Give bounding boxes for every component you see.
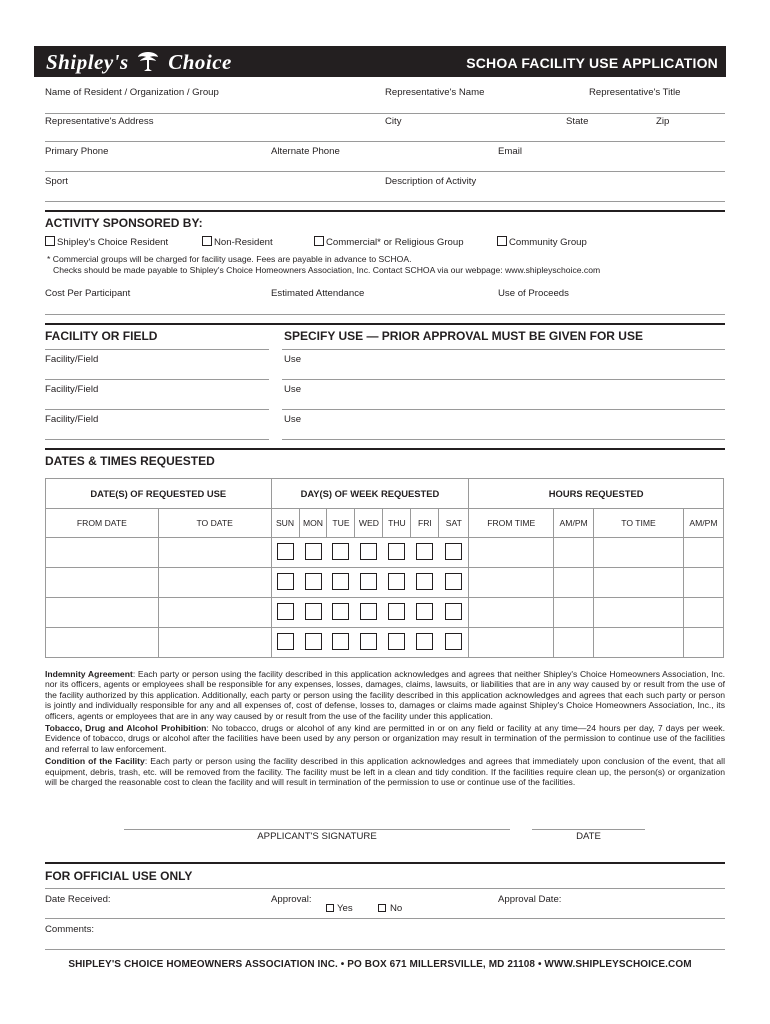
day-checkbox[interactable] xyxy=(416,543,433,560)
approval-date-label: Approval Date: xyxy=(498,894,562,905)
to-date-cell[interactable] xyxy=(158,538,271,568)
facility-field-label: Facility/Field xyxy=(45,354,99,365)
facility-heading: FACILITY OR FIELD xyxy=(45,329,158,343)
day-checkbox[interactable] xyxy=(332,603,349,620)
days-column-header: DAY(S) OF WEEK REQUESTED xyxy=(271,479,469,509)
address-line[interactable] xyxy=(45,141,725,142)
from-ampm-cell[interactable] xyxy=(554,628,594,658)
day-checkbox[interactable] xyxy=(332,573,349,590)
checks-note: Checks should be made payable to Shipley's Choice Homeowners Association, Inc. Contact SCHOA via our webpage: www.shipleyschoice.com xyxy=(53,265,601,275)
to-time-cell[interactable] xyxy=(594,628,684,658)
facility-divider xyxy=(45,323,725,325)
day-wed-header: WED xyxy=(355,509,383,538)
zip-label: Zip xyxy=(656,116,670,127)
activity-heading: ACTIVITY SPONSORED BY: xyxy=(45,216,203,230)
use-label: Use xyxy=(284,384,302,395)
primary-phone-label: Primary Phone xyxy=(45,146,109,157)
official-heading: FOR OFFICIAL USE ONLY xyxy=(45,869,193,883)
day-mon-header: MON xyxy=(299,509,327,538)
day-checkbox[interactable] xyxy=(416,633,433,650)
from-ampm-header: AM/PM xyxy=(554,509,594,538)
address-label: Representative's Address xyxy=(45,116,154,127)
from-time-header: FROM TIME xyxy=(469,509,554,538)
condition-paragraph: Condition of the Facility: Each party or person using the facility described in this application acknowledges and agrees that immediately upon conclusion of the event, that all equipment, debris, trash, etc. will be removed from the facility. The facility must be left in a clean and tidy condition. If the facilities require clean up, the person(s) or organization will be charged the reasonable cost to clean the facility and will result in termination of the permission to use or continue use of the facilities. xyxy=(45,756,725,788)
from-date-cell[interactable] xyxy=(46,598,159,628)
day-checkbox[interactable] xyxy=(277,633,294,650)
city-label: City xyxy=(385,116,402,127)
day-checkbox[interactable] xyxy=(416,573,433,590)
comments-label: Comments: xyxy=(45,924,95,935)
cost-label: Cost Per Participant xyxy=(45,288,131,299)
from-ampm-cell[interactable] xyxy=(554,538,594,568)
option-non-resident[interactable]: Non-Resident xyxy=(202,236,273,248)
to-ampm-header: AM/PM xyxy=(683,509,723,538)
proceeds-label: Use of Proceeds xyxy=(498,288,569,299)
option-commercial[interactable]: Commercial* or Religious Group xyxy=(314,236,464,248)
checkbox-icon[interactable] xyxy=(314,236,324,246)
approval-no[interactable]: No xyxy=(378,903,402,914)
option-resident[interactable]: Shipley's Choice Resident xyxy=(45,236,168,248)
facility-field-label: Facility/Field xyxy=(45,414,99,425)
day-tue-header: TUE xyxy=(327,509,355,538)
footer-address: SHIPLEY'S CHOICE HOMEOWNERS ASSOCIATION INC. • PO BOX 671 MILLERSVILLE, MD 21108 • WWW.SHIPLEYSCHOICE.COM xyxy=(68,959,692,970)
from-date-cell[interactable] xyxy=(46,628,159,658)
cost-line[interactable] xyxy=(45,314,725,315)
facility-line[interactable] xyxy=(45,439,269,440)
from-time-cell[interactable] xyxy=(469,538,554,568)
to-ampm-cell[interactable] xyxy=(683,538,723,568)
facility-field-label: Facility/Field xyxy=(45,384,99,395)
day-checkbox[interactable] xyxy=(388,543,405,560)
day-checkbox[interactable] xyxy=(277,543,294,560)
day-checkbox[interactable] xyxy=(332,543,349,560)
schedule-row xyxy=(46,568,724,598)
day-checkbox[interactable] xyxy=(388,573,405,590)
to-time-header: TO TIME xyxy=(594,509,684,538)
form-title: SCHOA FACILITY USE APPLICATION xyxy=(466,55,718,71)
to-time-cell[interactable] xyxy=(594,538,684,568)
day-checkbox[interactable] xyxy=(305,603,322,620)
from-date-header: FROM DATE xyxy=(46,509,159,538)
date-line[interactable] xyxy=(532,829,645,830)
email-label: Email xyxy=(498,146,522,157)
day-checkbox[interactable] xyxy=(445,603,462,620)
use-head-line xyxy=(282,349,725,350)
schedule-row xyxy=(46,598,724,628)
legal-text xyxy=(45,669,725,789)
use-heading: SPECIFY USE — PRIOR APPROVAL MUST BE GIVEN FOR USE xyxy=(284,329,643,343)
checkbox-icon[interactable] xyxy=(497,236,507,246)
day-checkbox[interactable] xyxy=(360,603,377,620)
use-line[interactable] xyxy=(282,409,725,410)
checkbox-icon[interactable] xyxy=(45,236,55,246)
commercial-note: * Commercial groups will be charged for facility usage. Fees are payable in advance to SCHOA. xyxy=(47,254,412,264)
day-sun-header: SUN xyxy=(271,509,299,538)
official-line[interactable] xyxy=(45,918,725,919)
from-date-cell[interactable] xyxy=(46,568,159,598)
description-label: Description of Activity xyxy=(385,176,477,187)
day-checkbox[interactable] xyxy=(445,573,462,590)
day-checkbox[interactable] xyxy=(388,633,405,650)
schedule-table xyxy=(45,478,724,658)
schedule-row xyxy=(46,538,724,568)
sport-label: Sport xyxy=(45,176,68,187)
logo xyxy=(46,50,232,75)
hours-column-header: HOURS REQUESTED xyxy=(469,479,724,509)
signature-line[interactable] xyxy=(124,829,510,830)
official-head-line xyxy=(45,888,725,889)
day-checkbox[interactable] xyxy=(360,633,377,650)
dates-column-header: DATE(S) OF REQUESTED USE xyxy=(46,479,272,509)
schedule-divider xyxy=(45,448,725,450)
from-ampm-cell[interactable] xyxy=(554,598,594,628)
to-date-header: TO DATE xyxy=(158,509,271,538)
day-checkbox[interactable] xyxy=(445,543,462,560)
logo-text-right: Choice xyxy=(168,50,232,74)
day-checkbox[interactable] xyxy=(305,543,322,560)
to-time-cell[interactable] xyxy=(594,598,684,628)
logo-text-left: Shipley's xyxy=(46,50,129,74)
attendance-label: Estimated Attendance xyxy=(271,288,365,299)
official-divider xyxy=(45,862,725,864)
facility-line[interactable] xyxy=(45,409,269,410)
tree-icon xyxy=(136,50,160,72)
name-label: Name of Resident / Organization / Group xyxy=(45,87,219,98)
from-time-cell[interactable] xyxy=(469,598,554,628)
use-line[interactable] xyxy=(282,379,725,380)
from-ampm-cell[interactable] xyxy=(554,568,594,598)
activity-divider xyxy=(45,210,725,212)
use-label: Use xyxy=(284,414,302,425)
day-fri-header: FRI xyxy=(411,509,439,538)
day-checkbox[interactable] xyxy=(388,603,405,620)
date-label: DATE xyxy=(576,831,601,842)
approval-yes[interactable]: Yes xyxy=(326,903,353,914)
day-sat-header: SAT xyxy=(439,509,469,538)
alternate-phone-label: Alternate Phone xyxy=(271,146,340,157)
tobacco-paragraph: Tobacco, Drug and Alcohol Prohibition: No tobacco, drugs or alcohol of any kind are permitted in or on any field or facility at any time—24 hours per day, 7 days per week. Evidence of tobacco, drugs or alcohol after the facilities have been used by any person or organization may result in termination of the permission to continue use of the facilities and referral to law enforcement. xyxy=(45,723,725,754)
day-checkbox[interactable] xyxy=(445,633,462,650)
facility-head-line xyxy=(45,349,269,350)
rep-title-label: Representative's Title xyxy=(589,87,681,98)
use-label: Use xyxy=(284,354,302,365)
to-time-cell[interactable] xyxy=(594,568,684,598)
to-date-cell[interactable] xyxy=(158,568,271,598)
schedule-row xyxy=(46,628,724,658)
day-checkbox[interactable] xyxy=(360,573,377,590)
use-line[interactable] xyxy=(282,439,725,440)
to-ampm-cell[interactable] xyxy=(683,628,723,658)
checkbox-icon[interactable] xyxy=(202,236,212,246)
date-received-label: Date Received: xyxy=(45,894,111,905)
state-label: State xyxy=(566,116,589,127)
day-checkbox[interactable] xyxy=(332,633,349,650)
comments-line[interactable] xyxy=(45,949,725,950)
schedule-heading: DATES & TIMES REQUESTED xyxy=(45,454,215,468)
day-checkbox[interactable] xyxy=(277,573,294,590)
sport-line[interactable] xyxy=(45,201,725,202)
day-checkbox[interactable] xyxy=(416,603,433,620)
day-checkbox[interactable] xyxy=(360,543,377,560)
name-line[interactable] xyxy=(45,113,725,114)
from-date-cell[interactable] xyxy=(46,538,159,568)
day-thu-header: THU xyxy=(383,509,411,538)
day-checkbox[interactable] xyxy=(305,573,322,590)
to-date-cell[interactable] xyxy=(158,628,271,658)
day-checkbox[interactable] xyxy=(277,603,294,620)
facility-line[interactable] xyxy=(45,379,269,380)
phone-line[interactable] xyxy=(45,171,725,172)
to-ampm-cell[interactable] xyxy=(683,598,723,628)
to-date-cell[interactable] xyxy=(158,598,271,628)
to-ampm-cell[interactable] xyxy=(683,568,723,598)
from-time-cell[interactable] xyxy=(469,568,554,598)
indemnity-paragraph: Indemnity Agreement: Each party or person using the facility described in this application acknowledges and agrees that neither Shipley's Choice Homeowners Association, Inc. nor its officers, agents or employees shall be responsible for any expenses, losses, damages, claims, lawsuits, or liabilities that are in any way caused by or result from the use of the facility authorized by this application. Additionally, each party or person using the facility described in this application acknowledges and agrees that each such party or person is jointly and individually responsible for any and all expenses of, cost of defense, losses to, damages or claims made against Shipley's Choice Homeowners Association, Inc., its officers, agents or employees that are in any way caused by or result from the use of the facility under this application. xyxy=(45,669,725,721)
approval-label: Approval: xyxy=(271,894,312,905)
checkbox-icon[interactable] xyxy=(378,904,386,912)
checkbox-icon[interactable] xyxy=(326,904,334,912)
rep-name-label: Representative's Name xyxy=(385,87,485,98)
signature-label: APPLICANT'S SIGNATURE xyxy=(257,831,377,842)
from-time-cell[interactable] xyxy=(469,628,554,658)
day-checkbox[interactable] xyxy=(305,633,322,650)
option-community[interactable]: Community Group xyxy=(497,236,587,248)
